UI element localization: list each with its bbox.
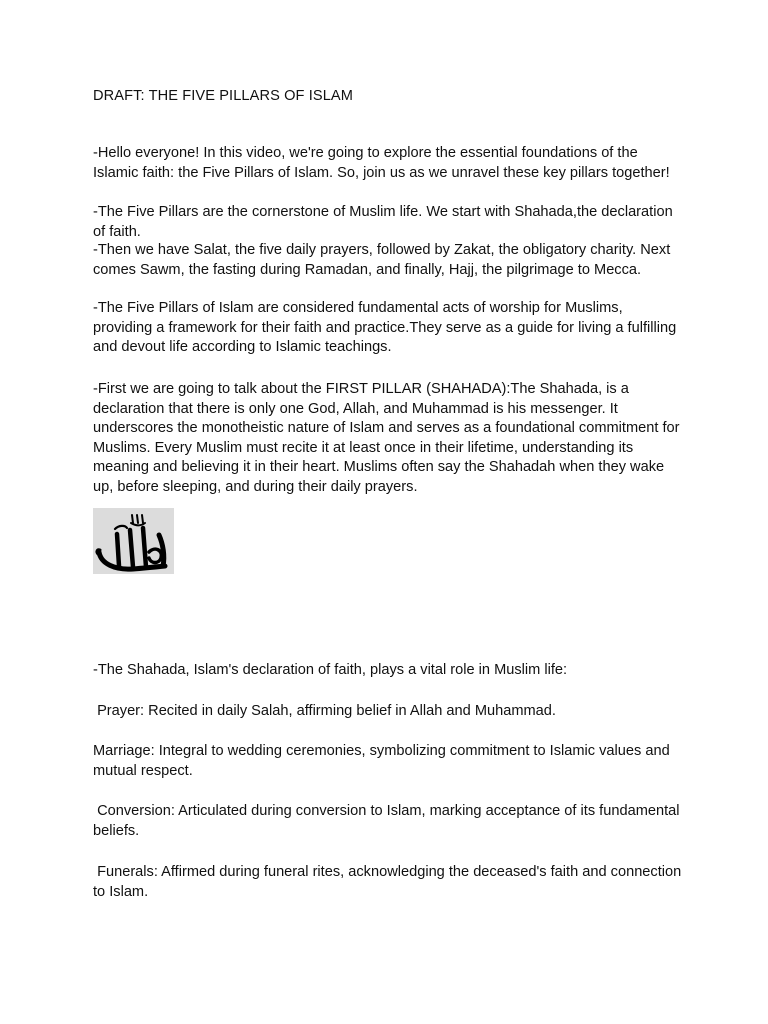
intro-paragraph-framework: -The Five Pillars of Islam are considered fundamental acts of worship for Muslims, providing a framework for their faith and practice.They serve as a guide for living a fulfilling and devout life according to Islamic teachings.	[93, 300, 677, 356]
intro-paragraph-hello: -Hello everyone! In this video, we're going to explore the essential foundations of the Islamic faith: the Five Pillars of Islam. So, join us as we unravel these key pillars together!	[93, 145, 670, 181]
funerals-paragraph: Funerals: Affirmed during funeral rites, acknowledging the deceased's faith and connection to Islam.	[93, 864, 686, 900]
allah-calligraphy-icon	[93, 508, 174, 574]
shahada-role-paragraph: -The Shahada, Islam's declaration of faith, plays a vital role in Muslim life:	[93, 662, 568, 678]
document-title: DRAFT: THE FIVE PILLARS OF ISLAM	[93, 88, 354, 104]
conversion-paragraph: Conversion: Articulated during conversion to Islam, marking acceptance of its fundamental beliefs.	[93, 803, 684, 839]
prayer-paragraph: Prayer: Recited in daily Salah, affirming belief in Allah and Muhammad.	[93, 703, 556, 719]
intro-paragraph-pillars-list: -Then we have Salat, the five daily prayers, followed by Zakat, the obligatory charity. Next comes Sawm, the fasting during Ramadan, and finally, Hajj, the pilgrimage to Mecca.	[93, 242, 671, 278]
intro-paragraph-cornerstone: -The Five Pillars are the cornerstone of Muslim life. We start with Shahada,the declaration of faith.	[93, 204, 673, 240]
allah-calligraphy-image	[93, 508, 174, 574]
marriage-paragraph: Marriage: Integral to wedding ceremonies, symbolizing commitment to Islamic values and mutual respect.	[93, 743, 670, 779]
first-pillar-paragraph: -First we are going to talk about the FIRST PILLAR (SHAHADA):The Shahada, is a declaration that there is only one God, Allah, and Muhammad is his messenger. It underscores the monotheistic nature of Islam and serves as a foundational commitment for Muslims. Every Muslim must recite it at least once in their lifetime, understanding its meaning and believing it in their heart. Muslims often say the Shahadah when they wake up, before sleeping, and during their daily prayers.	[93, 381, 680, 495]
